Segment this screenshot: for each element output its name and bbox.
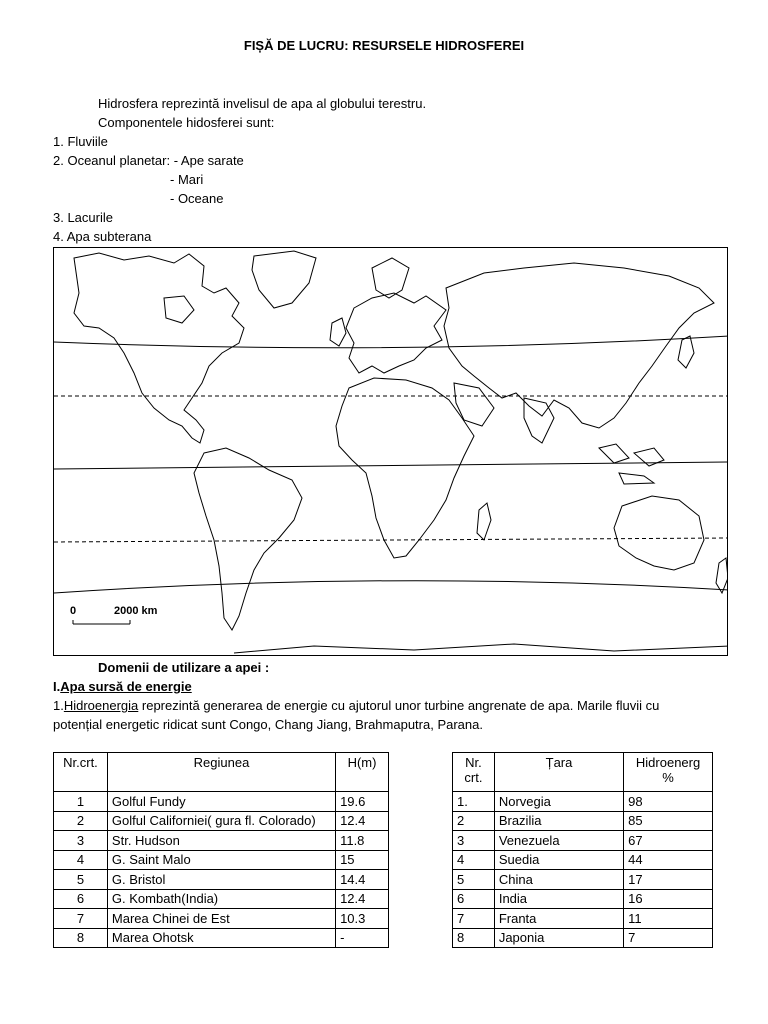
header-nr: Nr.crt. (54, 753, 108, 792)
equator-line (54, 462, 728, 469)
arabian-peninsula-outline (454, 383, 494, 426)
table-row (54, 909, 389, 929)
cell-height: 19.6 (336, 792, 389, 812)
cell-nr: 4 (54, 850, 108, 870)
table-row (54, 889, 389, 909)
cell-region: Golful Fundy (107, 792, 335, 812)
cell-nr: 7 (453, 909, 495, 929)
cell-percent: 98 (624, 792, 713, 812)
cell-country: India (494, 889, 623, 909)
greenland-outline (252, 251, 316, 308)
british-isles-outline (330, 318, 346, 346)
header-height: H(m) (336, 753, 389, 792)
hydroenergy-term: Hidroenergia (63, 698, 139, 713)
arctic-circle-line (54, 336, 728, 348)
map-scale-bar (73, 620, 130, 624)
table-row (453, 811, 713, 831)
cell-region: Marea Chinei de Est (107, 909, 335, 929)
antarctica-edge (234, 644, 728, 653)
cell-nr: 6 (54, 889, 108, 909)
cell-percent: 44 (624, 850, 713, 870)
hydroenergy-countries-table (452, 752, 713, 948)
cell-nr: 3 (54, 831, 108, 851)
cell-height: 11.8 (336, 831, 389, 851)
header-nr: Nr. crt. (453, 753, 495, 792)
cell-country: Venezuela (494, 831, 623, 851)
cell-percent: 67 (624, 831, 713, 851)
tidal-regions-table (53, 752, 389, 948)
madagascar-outline (477, 503, 491, 540)
hydro-paragraph-line2: potențial energetic ridicat sunt Congo, Chang Jiang, Brahmaputra, Parana. (53, 717, 483, 732)
page-title: FIȘĂ DE LUCRU: RESURSELE HIDROSFEREI (243, 38, 525, 53)
table-header-row (453, 753, 713, 792)
india-outline (524, 398, 554, 443)
world-outline-map (53, 247, 728, 656)
cell-nr: 6 (453, 889, 495, 909)
cell-percent: 7 (624, 928, 713, 948)
list-subitem-oceans: - Oceane (170, 191, 224, 206)
cell-height: 12.4 (336, 889, 389, 909)
japan-outline (678, 336, 694, 368)
asia-outline (444, 263, 714, 428)
section-title: Apa sursă de energie (60, 679, 192, 694)
europe-outline (346, 293, 446, 373)
cell-percent: 16 (624, 889, 713, 909)
table-row (453, 831, 713, 851)
cell-height: 10.3 (336, 909, 389, 929)
header-region: Regiunea (107, 753, 335, 792)
cell-nr: 2 (453, 811, 495, 831)
table-row (453, 909, 713, 929)
cell-nr: 8 (453, 928, 495, 948)
cell-percent: 17 (624, 870, 713, 890)
tropic-capricorn-line (54, 538, 728, 542)
cell-nr: 8 (54, 928, 108, 948)
table-header-row (54, 753, 389, 792)
cell-height: 15 (336, 850, 389, 870)
cell-nr: 1. (453, 792, 495, 812)
cell-percent: 85 (624, 811, 713, 831)
table-row (54, 928, 389, 948)
cell-region: G. Saint Malo (107, 850, 335, 870)
hudson-bay-outline (164, 296, 194, 323)
cell-country: Brazilia (494, 811, 623, 831)
table-row (453, 889, 713, 909)
list-subitem-seas: - Mari (170, 172, 204, 187)
table-row (54, 870, 389, 890)
new-zealand-outline (716, 558, 728, 593)
list-item-ocean: 2. Oceanul planetar: - Ape sarate (53, 153, 244, 168)
cell-height: 12.4 (336, 811, 389, 831)
antarctic-circle-line (54, 581, 728, 593)
cell-percent: 11 (624, 909, 713, 929)
cell-height: - (336, 928, 389, 948)
cell-region: G. Kombath(India) (107, 889, 335, 909)
cell-nr: 7 (54, 909, 108, 929)
table-row (54, 850, 389, 870)
table-row (453, 792, 713, 812)
africa-outline (336, 378, 474, 558)
southeast-asia-islands-outline (599, 444, 664, 484)
header-hydro-percent: Hidroenerg % (624, 753, 713, 792)
section-energy-heading (53, 679, 192, 694)
cell-nr: 5 (453, 870, 495, 890)
table-row (453, 928, 713, 948)
scale-zero-label: 0 (70, 605, 77, 617)
south-america-outline (194, 448, 302, 630)
world-map-drawing (54, 248, 728, 656)
cell-region: Str. Hudson (107, 831, 335, 851)
australia-outline (614, 496, 704, 570)
para-text: reprezintă generarea de energie cu ajutorul unor turbine angrenate de apa. Marile fluvii cu (138, 698, 660, 713)
cell-nr: 4 (453, 850, 495, 870)
header-country: Țara (494, 753, 623, 792)
cell-country: Suedia (494, 850, 623, 870)
scandinavia-outline (372, 258, 409, 298)
hydro-paragraph-line1 (53, 698, 659, 713)
list-item-lakes: 3. Lacurile (53, 210, 113, 225)
intro-components-heading: Componentele hidosferei sunt: (98, 115, 275, 130)
cell-region: Marea Ohotsk (107, 928, 335, 948)
cell-country: Japonia (494, 928, 623, 948)
table-row (453, 870, 713, 890)
list-item-rivers: 1. Fluviile (53, 134, 108, 149)
table-row (54, 831, 389, 851)
cell-region: G. Bristol (107, 870, 335, 890)
cell-height: 14.4 (336, 870, 389, 890)
domains-heading: Domenii de utilizare a apei : (98, 660, 270, 675)
cell-country: Franta (494, 909, 623, 929)
cell-nr: 3 (453, 831, 495, 851)
table-row (54, 811, 389, 831)
list-item-groundwater: 4. Apa subterana (53, 229, 152, 244)
table-row (54, 792, 389, 812)
cell-country: China (494, 870, 623, 890)
scale-distance-label: 2000 km (114, 605, 158, 617)
intro-definition: Hidrosfera reprezintă invelisul de apa al globului terestru. (98, 96, 427, 111)
para-number: 1. (53, 698, 64, 713)
north-america-outline (74, 253, 244, 443)
cell-nr: 2 (54, 811, 108, 831)
cell-nr: 1 (54, 792, 108, 812)
cell-region: Golful Californiei( gura fl. Colorado) (107, 811, 335, 831)
section-number: I. (53, 679, 61, 694)
cell-country: Norvegia (494, 792, 623, 812)
cell-nr: 5 (54, 870, 108, 890)
table-row (453, 850, 713, 870)
